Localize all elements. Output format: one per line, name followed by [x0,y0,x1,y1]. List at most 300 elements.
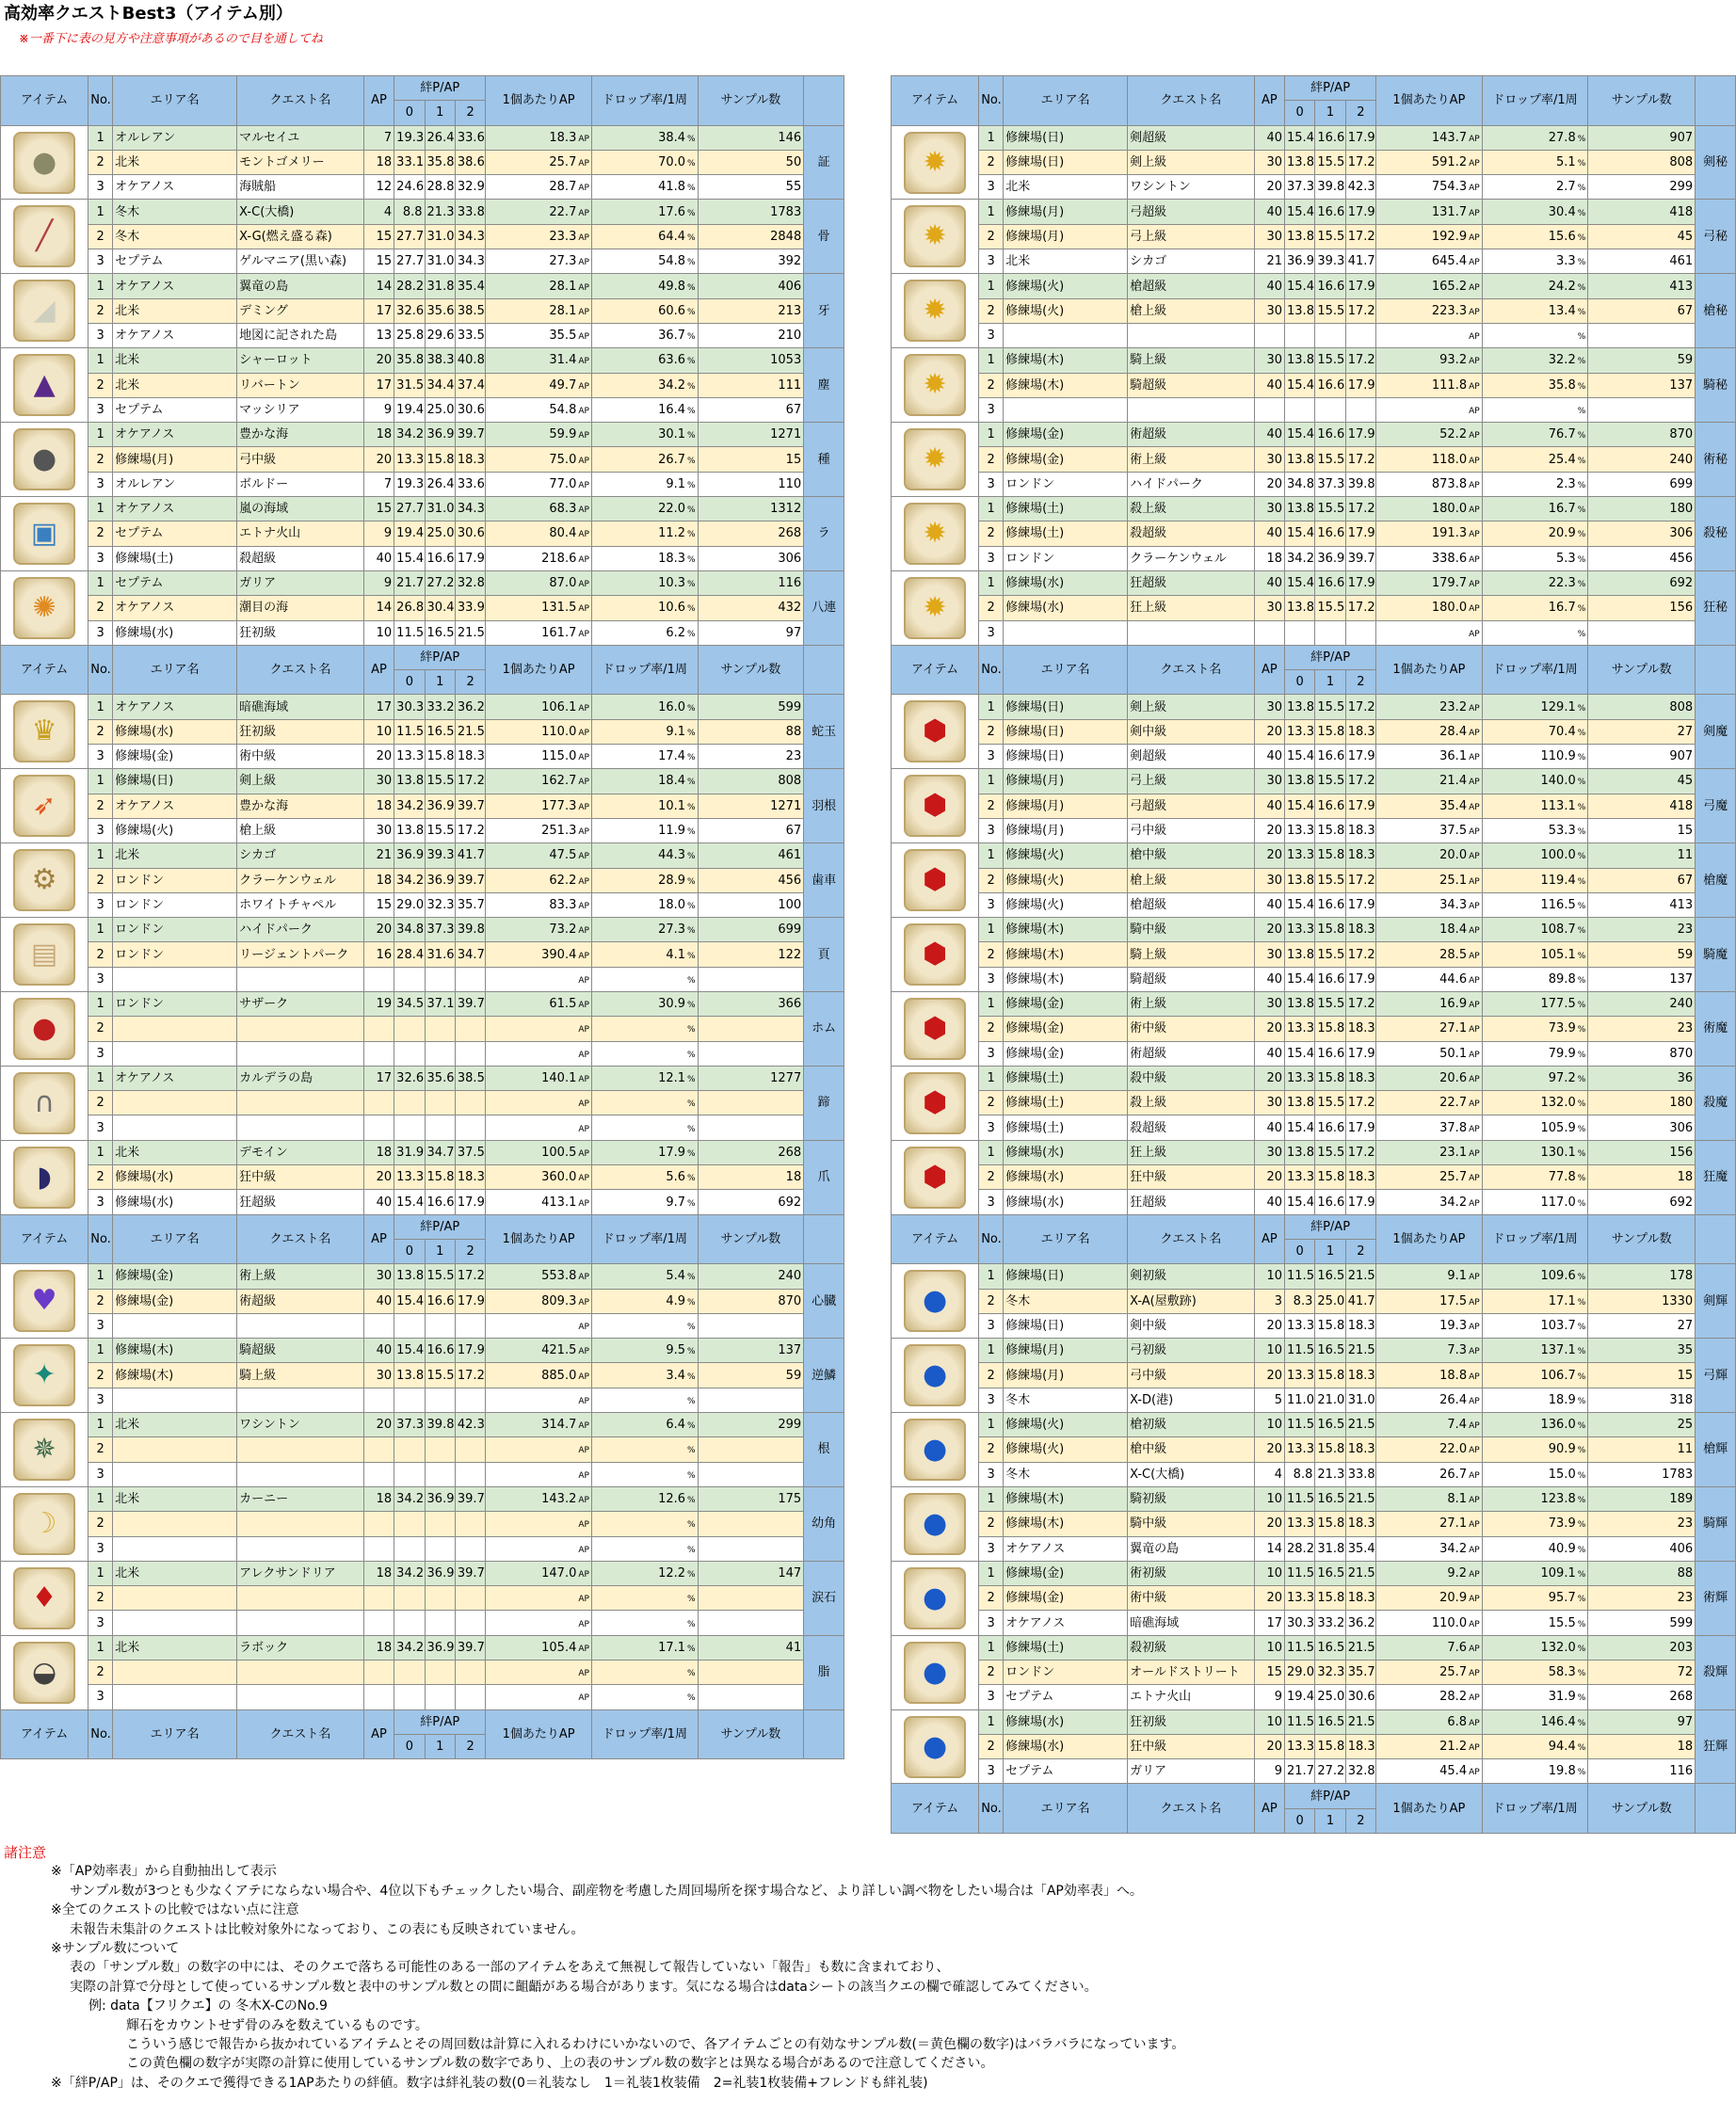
table-row [1,1437,844,1462]
kizuna-1: 16.6 [425,1190,455,1214]
ap-cost [363,1437,394,1462]
table-row [1,620,844,645]
page-subtitle: ※一番下に表の見方や注意事項があるので目を通してね [19,32,323,46]
per-item-ap [486,200,592,224]
percent-unit: % [1577,480,1586,490]
header-sample-count: サンプル数 [1588,1784,1696,1834]
header-kizuna-k2: 2 [455,670,485,695]
header-per-item-ap: 1個あたりAP [1376,645,1483,695]
header-side-blank [1696,76,1736,126]
kizuna-0 [394,1586,425,1611]
item-icon-cell [1,1413,88,1487]
kizuna-0 [394,1462,425,1486]
quest-name: 狂初級 [237,719,364,744]
ap-unit: AP [1469,1001,1480,1011]
drop-rate-value: 109.6 [1540,1269,1576,1284]
percent-unit: % [1577,753,1586,763]
drop-rate-value: 19.8 [1548,1764,1576,1779]
sample-count [698,1313,804,1338]
ap-cost: 30 [1254,596,1284,620]
quest-name: ゲルマニア(黒い森) [237,249,364,274]
table-row [892,1017,1736,1041]
quest-name [237,1091,364,1115]
percent-unit: % [687,1396,696,1406]
header-no: No. [88,76,113,126]
percent-unit: % [687,827,696,838]
row-no: 1 [979,991,1004,1016]
per-item-ap [1376,125,1483,150]
item-icon-cell [1,200,88,274]
header-quest: クエスト名 [1128,76,1255,126]
table-row [1,298,844,323]
sample-count [698,1685,804,1709]
row-no: 3 [979,1190,1004,1214]
sample-count: 599 [1588,1611,1696,1635]
ap-unit: AP [578,1693,589,1704]
percent-unit: % [687,802,696,812]
drop-rate [591,323,698,347]
ap-unit: AP [578,159,589,169]
kizuna-0: 36.9 [394,843,425,868]
percent-unit: % [1577,1619,1586,1629]
ap-unit: AP [1469,1496,1480,1506]
kizuna-1: 39.8 [425,1413,455,1437]
table-row [892,373,1736,397]
root-icon [13,1419,75,1481]
per-item-ap [1376,1339,1483,1363]
header-item: アイテム [892,76,979,126]
quest-name [237,1611,364,1635]
kizuna-1: 15.5 [1315,348,1345,373]
kizuna-1: 21.0 [1315,1388,1345,1412]
ap-unit: AP [578,208,589,218]
kizuna-2: 17.9 [1345,745,1375,769]
table-row [1,323,844,347]
kizuna-0: 31.5 [394,373,425,397]
ap-cost: 30 [1254,447,1284,472]
per-item-ap [1376,1190,1483,1214]
drop-rate-value: 13.4 [1548,303,1576,318]
ap-unit: AP [578,1470,589,1481]
header-kizuna-k1: 1 [1315,101,1345,125]
per-item-ap-value: 87.0 [549,576,577,591]
kizuna-1: 37.1 [425,991,455,1016]
kizuna-1: 16.6 [1315,423,1345,447]
assassin-magic-icon [904,1072,966,1134]
percent-unit: % [687,1545,696,1555]
quest-name: 嵐の海域 [237,497,364,521]
sample-count: 306 [698,546,804,570]
kizuna-0: 15.4 [394,1289,425,1313]
kizuna-1: 16.6 [1315,1041,1345,1066]
row-no: 1 [88,769,113,794]
sample-count: 72 [1588,1661,1696,1685]
per-item-ap [1376,1363,1483,1388]
row-no: 3 [88,745,113,769]
lantern-icon [13,503,75,565]
percent-unit: % [1577,134,1586,144]
area-name: ロンドン [113,868,237,892]
drop-rate [1482,125,1588,150]
kizuna-1: 37.3 [1315,472,1345,496]
drop-rate-value: 146.4 [1540,1714,1576,1729]
area-name: 修練場(水) [113,1165,237,1190]
per-item-ap [486,472,592,496]
kizuna-0: 11.5 [1285,1486,1315,1511]
area-name [1004,620,1128,645]
ap-cost [1254,620,1284,645]
area-name: オルレアン [113,125,237,150]
area-name: 修練場(水) [113,620,237,645]
kizuna-1: 27.2 [425,570,455,595]
ap-cost: 20 [1254,818,1284,842]
kizuna-0 [394,1041,425,1066]
per-item-ap [1376,942,1483,967]
ap-unit: AP [1469,134,1480,144]
kizuna-2 [455,1536,485,1561]
percent-unit: % [687,975,696,986]
ap-cost: 15 [363,224,394,249]
kizuna-1: 36.9 [425,794,455,818]
per-item-ap-value: 553.8 [541,1269,577,1284]
kizuna-1: 21.3 [425,200,455,224]
area-name: 修練場(金) [1004,1586,1128,1611]
ap-cost: 18 [363,1486,394,1511]
ap-unit: AP [578,703,589,714]
kizuna-0: 34.8 [394,918,425,942]
kizuna-1: 16.5 [1315,1635,1345,1660]
area-name: 修練場(水) [1004,1140,1128,1164]
row-no: 3 [979,472,1004,496]
kizuna-0: 11.5 [1285,1264,1315,1289]
area-name: 修練場(水) [1004,1709,1128,1734]
table-row [892,695,1736,719]
icon-glyph: ● [923,1506,948,1540]
header-area: エリア名 [113,76,237,126]
header-ap: AP [1254,76,1284,126]
item-icon-cell [1,274,88,348]
table-row [1,521,844,546]
ap-unit: AP [1469,1693,1480,1704]
kizuna-0: 34.2 [394,1635,425,1660]
drop-rate-value: 79.9 [1548,1046,1576,1061]
drop-rate-value: 17.6 [658,204,686,219]
row-no: 1 [979,1264,1004,1289]
item-label: 剣秘 [1696,125,1736,200]
quest-name: デモイン [237,1140,364,1164]
percent-unit: % [1577,1520,1586,1531]
header-item: アイテム [1,1214,88,1264]
ap-cost [363,1313,394,1338]
kizuna-1: 15.5 [425,1363,455,1388]
kizuna-2: 17.2 [1345,769,1375,794]
per-item-ap [486,620,592,645]
kizuna-1: 16.6 [425,1339,455,1363]
kizuna-1: 29.6 [425,323,455,347]
per-item-ap [486,521,592,546]
quest-name: ワシントン [237,1413,364,1437]
ap-cost [363,1512,394,1536]
row-no: 3 [979,1685,1004,1709]
item-label: 牙 [804,274,844,348]
quest-name: 術上級 [1128,991,1255,1016]
quest-name: 殺上級 [1128,497,1255,521]
area-name [113,1041,237,1066]
drop-rate [591,794,698,818]
header-ap: AP [1254,645,1284,695]
header-quest: クエスト名 [237,1709,364,1759]
note-line: ※「AP効率表」から自動抽出して表示 [51,1864,277,1880]
kizuna-1: 36.9 [1315,546,1345,570]
table-row [1,1066,844,1090]
row-no: 1 [88,1140,113,1164]
percent-unit: % [1577,1470,1586,1481]
quest-name: X-D(港) [1128,1388,1255,1412]
quest-name [1128,323,1255,347]
header-quest: クエスト名 [1128,1784,1255,1834]
sample-count: 808 [1588,150,1696,174]
percent-unit: % [687,778,696,788]
ap-unit: AP [1469,1470,1480,1481]
ap-unit: AP [1469,1595,1480,1605]
per-item-ap-value: 591.2 [1431,155,1468,170]
per-item-ap-value: 143.7 [1431,130,1468,145]
kizuna-1: 16.5 [1315,1413,1345,1437]
ap-cost: 40 [1254,967,1284,991]
item-label: 弓輝 [1696,1339,1736,1413]
kizuna-0: 26.8 [394,596,425,620]
drop-rate [591,1685,698,1709]
drop-rate-value: 12.1 [658,1071,686,1086]
sample-count: 116 [1588,1759,1696,1784]
per-item-ap-value: 54.8 [549,403,577,417]
header-no: No. [979,645,1004,695]
drop-rate [591,942,698,967]
row-no: 1 [979,1709,1004,1734]
row-no: 2 [979,150,1004,174]
horn-icon [13,1493,75,1555]
kizuna-1: 15.5 [1315,298,1345,323]
ap-cost: 10 [1254,1339,1284,1363]
kizuna-2: 17.9 [455,546,485,570]
ap-unit: AP [578,951,589,961]
row-no: 1 [979,570,1004,595]
kizuna-2: 38.5 [455,1066,485,1090]
drop-rate-value: 58.3 [1548,1665,1576,1680]
per-item-ap-value: 26.4 [1439,1392,1468,1407]
row-no: 3 [88,323,113,347]
area-name: 修練場(木) [1004,373,1128,397]
ap-unit: AP [1469,407,1480,416]
table-row [1,1536,844,1561]
kizuna-2 [455,1586,485,1611]
per-item-ap-value: 251.3 [541,824,577,839]
per-item-ap-value: 34.3 [1439,897,1468,912]
area-name: 修練場(土) [1004,1091,1128,1115]
item-label: 殺魔 [1696,1066,1736,1140]
header-kizuna-k1: 1 [425,1239,455,1263]
kizuna-1: 32.3 [1315,1661,1345,1685]
per-item-ap [486,1462,592,1486]
header-kizuna: 絆P/AP [1285,645,1376,669]
ap-unit: AP [1469,1372,1480,1382]
drop-rate-value: 94.4 [1548,1740,1576,1755]
kizuna-0: 13.8 [1285,348,1315,373]
drop-rate [1482,1165,1588,1190]
table-row [1,991,844,1016]
ap-cost: 14 [363,596,394,620]
table-row [1,1561,844,1585]
icon-glyph: ✹ [923,442,947,476]
kizuna-2: 18.3 [1345,843,1375,868]
header-kizuna-k0: 0 [1285,670,1315,695]
ap-unit: AP [1469,753,1480,763]
kizuna-2: 32.9 [455,175,485,200]
per-item-ap [1376,1066,1483,1090]
drop-rate [591,769,698,794]
sample-count: 67 [698,818,804,842]
area-name: 冬木 [1004,1388,1128,1412]
ap-cost: 20 [363,1165,394,1190]
kizuna-2: 40.8 [455,348,485,373]
drop-rate-value: 17.1 [658,1640,686,1655]
drop-rate [591,1536,698,1561]
per-item-ap-value: 218.6 [541,551,577,566]
quest-name: 術初級 [1128,1561,1255,1585]
kizuna-1: 16.5 [1315,1561,1345,1585]
header-no: No. [979,1214,1004,1264]
table-row [892,843,1736,868]
kizuna-1: 15.5 [1315,1091,1345,1115]
row-no: 1 [979,274,1004,298]
drop-rate [1482,1561,1588,1585]
item-icon-cell [892,570,979,645]
quest-name: 槍上級 [1128,868,1255,892]
ap-cost: 30 [363,1264,394,1289]
quest-name: 狂初級 [237,620,364,645]
ap-unit: AP [578,753,589,763]
ap-unit: AP [578,1297,589,1308]
quest-name [237,1313,364,1338]
kizuna-2 [455,967,485,991]
per-item-ap [1376,620,1483,645]
drop-rate [1482,1091,1588,1115]
note-line: 輝石をカウントせず骨のみを数えているものです。 [126,2017,428,2033]
kizuna-2: 18.3 [1345,1734,1375,1758]
sample-count: 418 [1588,794,1696,818]
kizuna-1: 31.8 [425,274,455,298]
kizuna-2 [455,1512,485,1536]
row-no: 1 [88,695,113,719]
kizuna-1: 15.8 [425,1165,455,1190]
per-item-ap [1376,1709,1483,1734]
drop-rate-value: 22.3 [1548,576,1576,591]
kizuna-1 [1315,620,1345,645]
per-item-ap [1376,1586,1483,1611]
area-name: 修練場(日) [1004,1264,1128,1289]
kizuna-2: 39.8 [1345,472,1375,496]
quest-name: 殺超級 [1128,1115,1255,1140]
table-row [1,1017,844,1041]
per-item-ap [486,497,592,521]
header-area: エリア名 [1004,645,1128,695]
percent-unit: % [687,1421,696,1432]
area-name: オケアノス [113,175,237,200]
icon-glyph: ⬢ [922,1160,948,1194]
kizuna-1: 16.6 [1315,1190,1345,1214]
icon-glyph: ⬢ [922,789,948,823]
per-item-ap [486,348,592,373]
item-label: 騎魔 [1696,918,1736,992]
ap-unit: AP [1469,159,1480,169]
quest-name: 弓中級 [1128,818,1255,842]
archer-gem-icon [904,1344,966,1406]
percent-unit: % [1577,530,1586,540]
ap-cost: 40 [1254,200,1284,224]
drop-rate-value: 5.6 [666,1170,686,1185]
kizuna-2: 37.5 [455,1140,485,1164]
sample-count: 907 [1588,125,1696,150]
ap-unit: AP [1469,1644,1480,1654]
kizuna-1: 15.8 [1315,719,1345,744]
kizuna-2 [1345,620,1375,645]
table-row [892,125,1736,150]
quest-name: ラボック [237,1635,364,1660]
per-item-ap [1376,1561,1483,1585]
kizuna-1: 15.8 [1315,1363,1345,1388]
header-quest: クエスト名 [237,645,364,695]
kizuna-1: 31.0 [425,224,455,249]
kizuna-2: 18.3 [455,447,485,472]
per-item-ap [486,1264,592,1289]
ap-cost: 30 [1254,769,1284,794]
kizuna-2: 38.5 [455,298,485,323]
area-name: オケアノス [113,423,237,447]
item-label: 術輝 [1696,1561,1736,1635]
drop-rate-value: 28.9 [658,873,686,888]
kizuna-0: 11.5 [1285,1413,1315,1437]
kizuna-2: 17.9 [1345,570,1375,595]
quest-name: 狂超級 [1128,1190,1255,1214]
header-drop-rate: ドロップ率/1周 [591,1709,698,1759]
row-no: 2 [979,1165,1004,1190]
quest-name: 騎上級 [1128,942,1255,967]
kizuna-0: 37.3 [394,1413,425,1437]
kizuna-1: 15.5 [1315,695,1345,719]
percent-unit: % [687,852,696,862]
sample-count: 11 [1588,843,1696,868]
per-item-ap [1376,150,1483,174]
percent-unit: % [687,1148,696,1159]
kizuna-0: 13.3 [1285,1437,1315,1462]
header-kizuna: 絆P/AP [1285,76,1376,101]
ap-cost: 18 [363,794,394,818]
kizuna-1 [425,1586,455,1611]
per-item-ap-value: 885.0 [541,1368,577,1383]
drop-rate [591,1413,698,1437]
icon-glyph: ⚙ [31,863,57,897]
per-item-ap-value: 28.7 [549,180,577,195]
per-item-ap [1376,274,1483,298]
percent-unit: % [1577,1372,1586,1382]
drop-rate [1482,397,1588,422]
percent-unit: % [687,1297,696,1308]
drop-rate [591,843,698,868]
sample-count: 23 [1588,1512,1696,1536]
kizuna-2: 30.6 [1345,1685,1375,1709]
ap-cost: 21 [1254,249,1284,274]
quest-name: 狂上級 [1128,596,1255,620]
